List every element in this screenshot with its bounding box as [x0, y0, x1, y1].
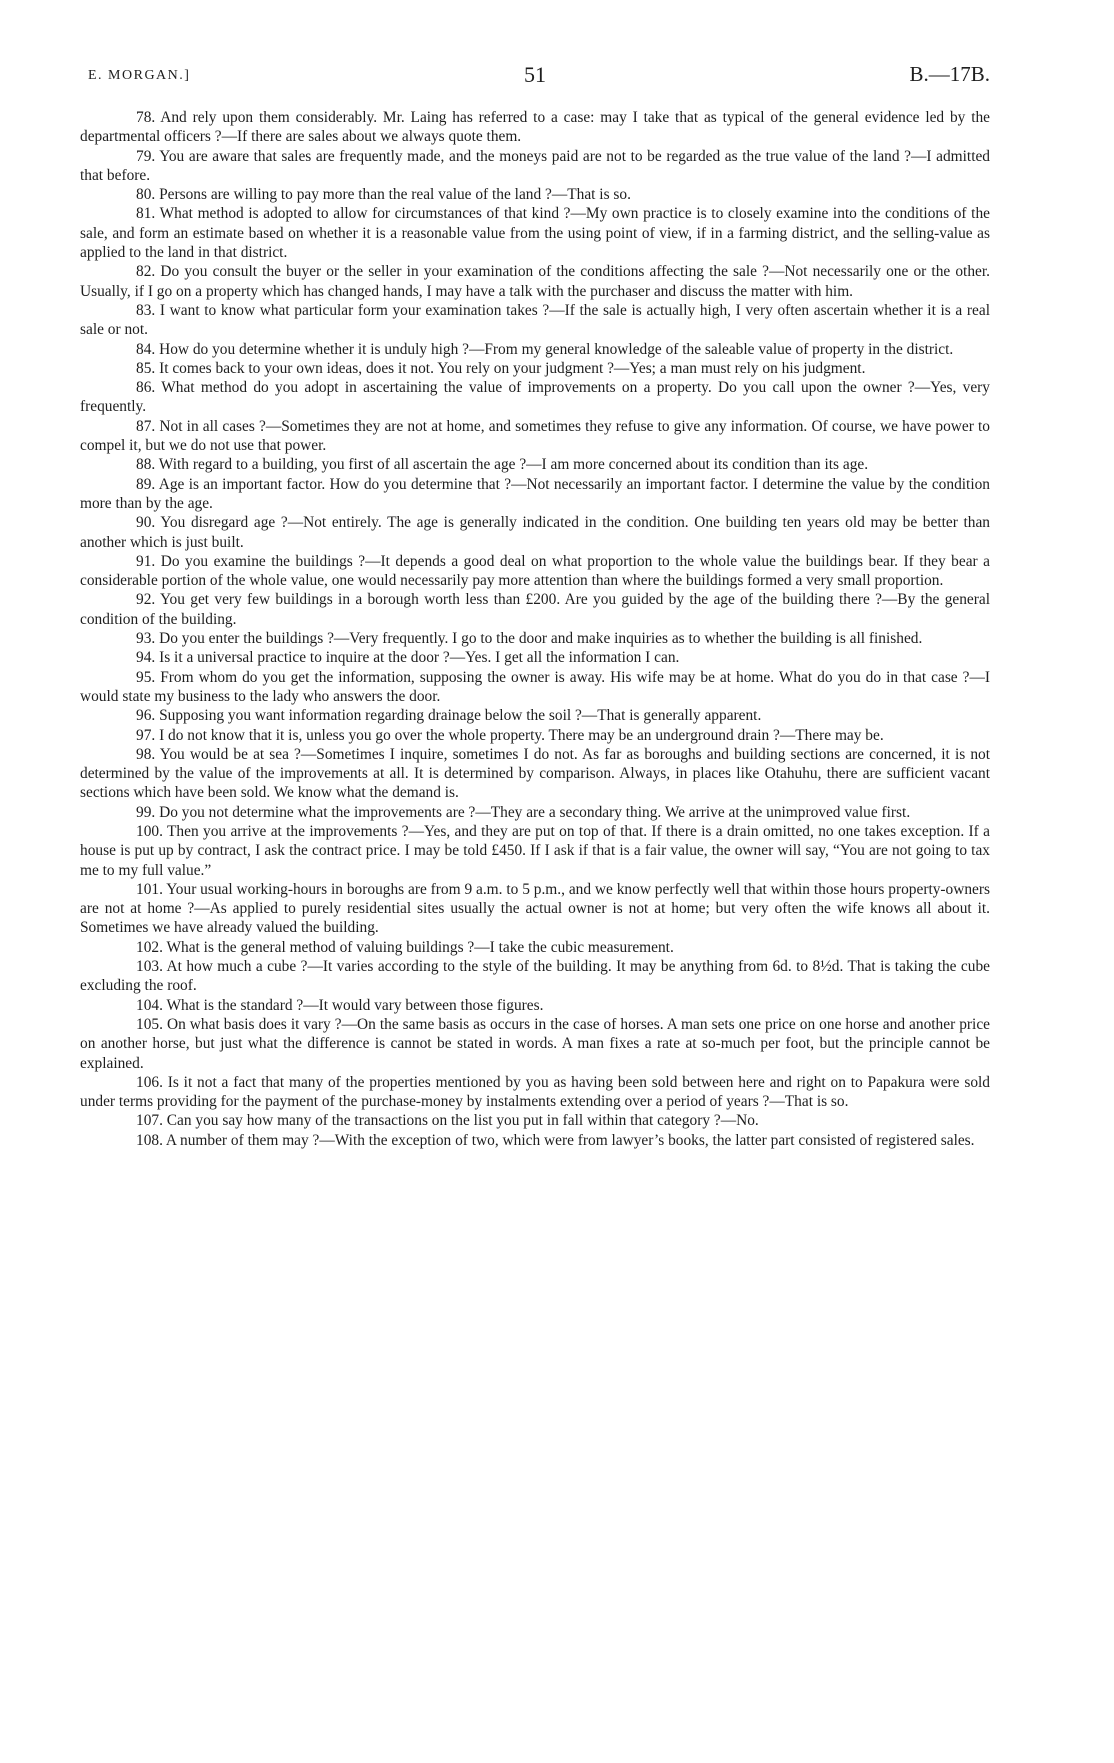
page-header: [80, 60, 990, 94]
question-101: 101. Your usual working-hours in boroughs are from 9 a.m. to 5 p.m., and we know perfectly well that within those hours property-owners are not at home ?—As applied to purely residential sites usually the actual owner is not at home; but very often the wife knows all about it. Sometimes we have already valued the building.: [80, 880, 990, 937]
page-number: 51: [524, 62, 546, 87]
question-94: 94. Is it a universal practice to inquire at the door ?—Yes. I get all the information I can.: [136, 649, 680, 667]
question-95: 95. From whom do you get the information, supposing the owner is away. His wife may be at home. What do you do in that case ?—I would state my business to the lady who answers the door.: [80, 668, 990, 705]
question-91: 91. Do you examine the buildings ?—It depends a good deal on what proportion to the whole value the buildings bear. If they bear a considerable portion of the whole value, one would necessarily pay more attention than where the buildings formed a very small proportion.: [80, 552, 990, 590]
question-92: 92. You get very few buildings in a borough worth less than £200. Are you guided by the age of the building there ?—By the general condition of the building.: [80, 591, 990, 628]
witness-name: E. MORGAN.]: [88, 68, 191, 83]
question-83: 83. I want to know what particular form your examination takes ?—If the sale is actually high, I very often ascertain whether it is a real sale or not.: [80, 301, 990, 339]
document-reference: B.—17B.: [909, 62, 990, 86]
question-85: 85. It comes back to your own ideas, does it not. You rely on your judgment ?—Yes; a man must rely on his judgment.: [136, 359, 866, 377]
question-99: 99. Do you not determine what the improvements are ?—They are a secondary thing. We arrive at the unimproved value first.: [136, 803, 911, 821]
question-84: 84. How do you determine whether it is unduly high ?—From my general knowledge of the saleable value of property in the district.: [136, 340, 954, 358]
question-81: 81. What method is adopted to allow for circumstances of that kind ?—My own practice is to closely examine into the conditions of the sale, and form an estimate based on whether it is a reasonable value from the using point of view, if in a farming district, and the selling-value as applied to the land in that district.: [80, 205, 990, 262]
question-102: 102. What is the general method of valuing buildings ?—I take the cubic measurement.: [136, 938, 674, 956]
question-90: 90. You disregard age ?—Not entirely. The age is generally indicated in the condition. One building ten years old may be better than another which is just built.: [80, 514, 990, 551]
question-100: 100. Then you arrive at the improvements ?—Yes, and they are put on top of that. If there is a drain omitted, no one takes exception. If a house is put up by contract, I ask the contract price. I may be told £450. If I ask if that is a fair value, the owner will say, “You are not going to tax me to my full value.”: [80, 822, 990, 879]
question-104: 104. What is the standard ?—It would vary between those figures.: [136, 996, 544, 1014]
question-87: 87. Not in all cases ?—Sometimes they are not at home, and sometimes they refuse to give any information. Of course, we have power to compel it, but we do not use that power.: [80, 417, 990, 455]
question-86: 86. What method do you adopt in ascertaining the value of improvements on a property. Do you call upon the owner ?—Yes, very frequently.: [80, 379, 990, 416]
question-106: 106. Is it not a fact that many of the properties mentioned by you as having been sold between here and right on to Papakura were sold under terms providing for the payment of the purchase-money by instalments extending over a period of years ?—That is so.: [80, 1073, 990, 1111]
question-97: 97. I do not know that it is, unless you go over the whole property. There may be an underground drain ?—There may be.: [136, 726, 884, 744]
document-page: [80, 60, 990, 1150]
question-105: 105. On what basis does it vary ?—On the same basis as occurs in the case of horses. A man sets one price on one horse and another price on another horse, but just what the difference is cannot be stated in words. A man fixes a rate at so-much per foot, but the principle cannot be explained.: [80, 1015, 990, 1072]
question-107: 107. Can you say how many of the transactions on the list you put in fall within that category ?—No.: [136, 1112, 759, 1130]
question-80: 80. Persons are willing to pay more than the real value of the land ?—That is so.: [136, 186, 631, 204]
question-108: 108. A number of them may ?—With the exception of two, which were from lawyer’s books, the latter part consisted of registered sales.: [136, 1131, 975, 1149]
question-103: 103. At how much a cube ?—It varies according to the style of the building. It may be anything from 6d. to 8½d. That is taking the cube excluding the roof.: [80, 958, 990, 995]
question-93: 93. Do you enter the buildings ?—Very frequently. I go to the door and make inquiries as to whether the building is all finished.: [136, 630, 923, 648]
question-88: 88. With regard to a building, you first of all ascertain the age ?—I am more concerned about its condition than its age.: [136, 456, 869, 474]
question-98: 98. You would be at sea ?—Sometimes I inquire, sometimes I do not. As far as boroughs and building sections are concerned, it is not determined by the value of the improvements at all. It is determined by comparison. Always, in places like Otahuhu, there are sufficient vacant sections which have been sold. We know what the demand is.: [80, 745, 990, 802]
question-96: 96. Supposing you want information regarding drainage below the soil ?—That is generally apparent.: [136, 707, 762, 725]
evidence-body: [80, 108, 990, 1150]
question-82: 82. Do you consult the buyer or the seller in your examination of the conditions affecting the sale ?—Not necessarily one or the other. Usually, if I go on a property which has changed hands, I may have a talk with the purchaser and discuss the matter with him.: [80, 263, 990, 300]
question-78: 78. And rely upon them considerably. Mr. Laing has referred to a case: may I take that as typical of the general evidence led by the departmental officers ?—If there are sales about we always quote them.: [80, 109, 990, 146]
question-89: 89. Age is an important factor. How do you determine that ?—Not necessarily an important factor. I determine the value by the condition more than by the age.: [80, 475, 990, 512]
question-79: 79. You are aware that sales are frequently made, and the moneys paid are not to be regarded as the true value of the land ?—I admitted that before.: [80, 147, 990, 184]
